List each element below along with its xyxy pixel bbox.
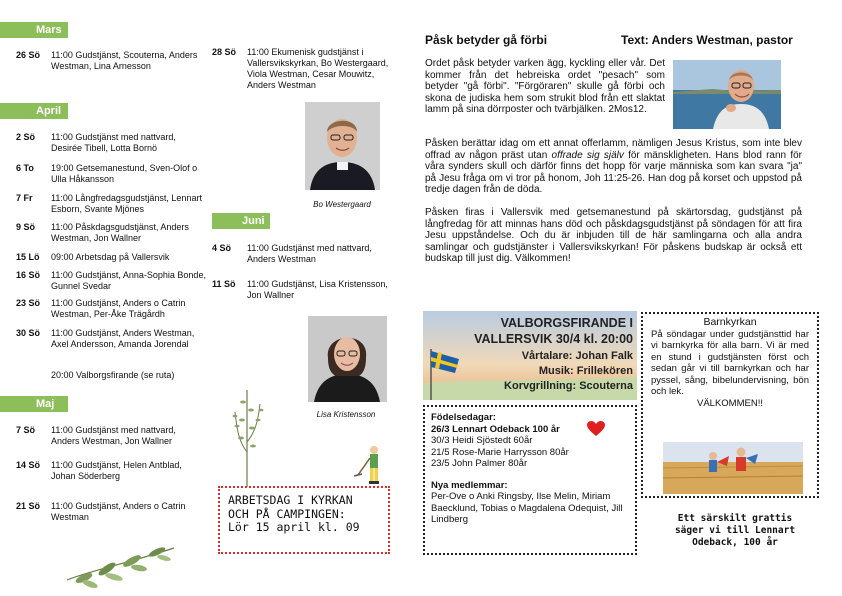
event-row [16,270,206,292]
article-title: Påsk betyder gå förbi [425,33,548,47]
article-paragraph: Påsken firas i Vallersvik med getsemanestund på skärtorsdag, gudstjänst på långfredag för att minnas hans död och påskdagsgudstjänst på söndagen för att fira Jesu uppståndelse. Och du är inbjuden till de här samlingarna och alla andra samlingar och gudstjänster i Vallersvikskyrkan! För påskens budskap är också ett budskap till just dig. Välkommen! [425,207,802,264]
event-date: 2 Sö [16,132,36,142]
workday-line: Lör 15 april kl. 09 [228,520,360,534]
event-row [16,460,206,482]
month-header-juni: Juni [212,213,270,229]
event-row [16,328,206,350]
event-text: 11:00 Gudstjänst, Helen Antblad, Johan Söderberg [51,460,182,481]
event-row [16,298,206,320]
event-text: 11:00 Gudstjänst, Anders Westman, Axel Andersson, Amanda Jorendal [51,328,195,349]
valborg-grill: Korvgrillning: Scouterna [504,380,633,392]
thanks-note [650,513,820,549]
article-emphasis: offrade sig själv [551,149,624,161]
article-paragraph [425,138,802,196]
event-text: 11:00 Påskdagsgudstjänst, Anders Westman, Jon Wallner [51,222,189,243]
event-text: 11:00 Ekumenisk gudstjänst i Vallersvikskyrkan, Bo Westergaard, Viola Westman, Cesar Mouwitz, Anders Westman [247,47,389,90]
event-text: 20:00 Valborgsfirande (se ruta) [51,370,175,380]
article-paragraph: Ordet påsk betyder varken ägg, kyckling eller vår. Det kommer från det hebreiska ordet "pesach" som betyder "gå förbi". "Förgöraren" skulle gå förbi och skona de judiska hem som strukit blod från ett slaktat lamm på sina dörrposter och tvärbjälken. 2Mos12. [425,58,665,115]
birthday-item: 30/3 Heidi Sjöstedt 60år [431,435,533,446]
birthday-highlight-row [431,424,629,436]
event-text: 11:00 Gudstjänst med nattvard, Desirée Tibell, Lotta Bornö [51,132,176,153]
event-row [16,132,206,154]
event-date: 21 Sö [16,501,41,511]
event-row [16,252,206,263]
event-date: 28 Sö [212,47,237,57]
event-row [16,501,206,523]
event-row [16,222,206,244]
event-date: 15 Lö [16,252,40,262]
birthdays-title: Födelsedagar: [431,412,496,423]
workday-line: ARBETSDAG I KYRKAN [228,493,353,507]
event-text: 19:00 Getsemanestund, Sven-Olof o Ulla Håkansson [51,163,198,184]
article-author: Text: Anders Westman, pastor [621,33,793,47]
event-text: 09:00 Arbetsdag på Vallersvik [51,252,170,262]
plant-illustration [225,382,270,487]
olive-branch-illustration [62,540,180,596]
heart-icon [587,421,605,437]
event-date: 7 Sö [16,425,36,435]
children-field-image [663,442,803,494]
event-date: 6 To [16,163,34,173]
valborg-subtitle: VALLERSVIK 30/4 kl. 20:00 [474,332,633,346]
photo-anders-westman [673,60,781,129]
barnkyrkan-box [641,312,819,498]
event-date: 11 Sö [212,279,236,289]
workday-line: OCH PÅ CAMPINGEN: [228,506,346,521]
month-header-maj: Maj [0,396,68,412]
birthday-item: 21/5 Rose-Marie Harrysson 80år [431,446,569,458]
event-text: 11:00 Gudstjänst, Anna-Sophia Bonde, Gunnel Svedar [51,270,206,291]
event-date [16,370,51,381]
event-text: 11:00 Gudstjänst, Anders o Catrin Westman [51,501,186,522]
birthday-item: 23/5 John Palmer 80år [431,458,528,469]
event-row [212,47,392,91]
event-row [16,193,206,215]
event-date: 9 Sö [16,222,36,232]
photo-lisa-kristensson [308,316,387,402]
valborg-banner [423,311,637,400]
barnkyrkan-text: På söndagar under gudstjänsttid har vi barnkyrka för alla barn. Vi är med en stund i gudstjänsten först och sedan går vi till barnkyrkan och har pyssel, sång, bibelundervisning, bön och lek. [651,328,809,397]
event-row [212,243,392,265]
thanks-line: säger vi till Lennart [674,525,796,536]
event-text: 11:00 Gudstjänst, Anders o Catrin Westman, Per-Åke Trägårdh [51,298,186,319]
event-text: 11:00 Gudstjänst, Scouterna, Anders Westman, Lina Arnesson [51,50,198,71]
event-date: 23 Sö [16,298,41,308]
event-text: 11:00 Gudstjänst, Lisa Kristensson, Jon Wallner [247,279,388,300]
event-text: 11:00 Långfredagsgudstjänst, Lennart Esborn, Svante Mjönes [51,193,202,214]
valborg-title: VALBORGSFIRANDE I [500,316,633,330]
event-date: 4 Sö [212,243,232,253]
month-header-mars: Mars [0,22,68,38]
members-list: Per-Ove o Anki Ringsby, Ilse Melin, Miriam Baecklund, Tobias o Magdalena Odequist, Jill Lindberg [431,491,623,525]
barnkyrkan-welcome: VÄLKOMMEN!! [697,397,763,409]
thanks-line: Odeback, 100 år [692,537,778,548]
valborg-speaker: Vårtalare: Johan Falk [521,350,633,362]
event-row [212,279,392,301]
event-date: 16 Sö [16,270,41,280]
photo-bo-westergaard [305,102,380,190]
event-date: 7 Fr [16,193,33,203]
event-text: 11:00 Gudstjänst med nattvard, Anders Westman, Jon Wallner [51,425,176,446]
event-date: 26 Sö [16,50,41,60]
members-title: Nya medlemmar: [431,479,508,491]
event-date: 14 Sö [16,460,41,470]
article-text: för mänskligheten. Hans blod rann för våra synders skull och därför finns det hopp för varje människa som kan svara "ja" på Jesu fråga om vi tror på honom, Joh 11:25-26. Han dog på korset och uppstod på tredje dagen från de döda. [425,149,802,195]
event-row [16,370,206,381]
event-date: 30 Sö [16,328,41,338]
event-row [16,50,206,72]
caption-lisa: Lisa Kristensson [316,410,376,419]
event-text: 11:00 Gudstjänst med nattvard, Anders Westman [247,243,372,264]
month-header-april: April [0,103,68,119]
event-row [16,163,206,185]
event-row [16,425,206,447]
gardener-figure-illustration [352,445,388,487]
barnkyrkan-title: Barnkyrkan [703,316,757,328]
valborg-music: Musik: Frillekören [538,365,633,377]
workday-notice [218,486,390,554]
birthdays-members-box [423,405,637,555]
article-text: Påsken berättar idag om ett annat offerlamm, nämligen Jesus Kristus, som inte blev offrad av någon präst utan [425,138,802,161]
birthday-highlight: 26/3 Lennart Odeback 100 år [431,423,560,435]
thanks-line: Ett särskilt grattis [677,513,793,524]
caption-bo: Bo Westergaard [313,200,371,209]
